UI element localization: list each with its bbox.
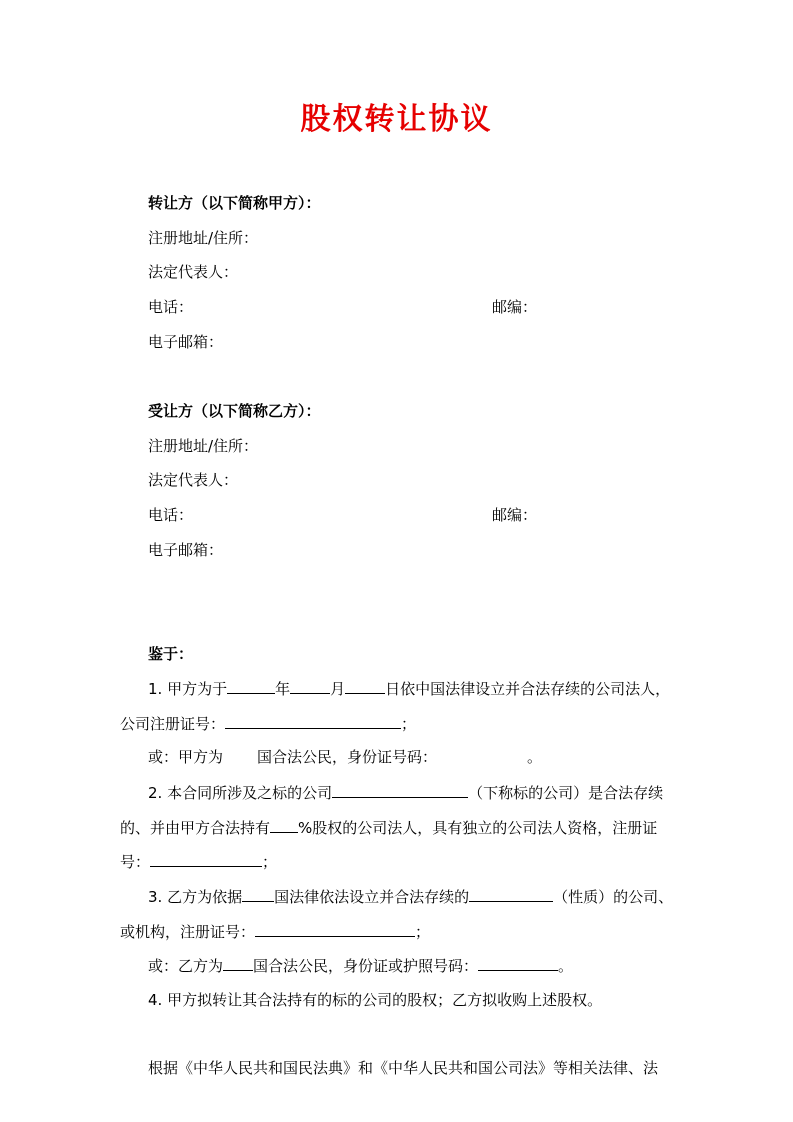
clause-3-line-1 [148,885,673,908]
target-registration-number-blank [150,850,262,867]
clause-3-text-a: 3. 乙方为依据 [148,888,243,906]
clause-2-line-3 [120,850,277,873]
party-a-rep-label: 法定代表人： [148,263,239,281]
clause-4: 4. 甲方拟转让其合法持有的标的公司的股权；乙方拟收购上述股权。 [148,991,603,1009]
clause-3-text-g: 国合法公民，身份证或护照号码： [253,957,479,975]
clause-2-text-a: 2. 本合同所涉及之标的公司 [148,784,333,802]
final-paragraph: 根据《中华人民共和国民法典》和《中华人民共和国公司法》等相关法律、法 [148,1059,659,1077]
equity-percent-blank [270,816,298,833]
party-a-heading: 转让方（以下简称甲方）： [148,194,321,212]
clause-2-line-2 [120,816,657,839]
clause-2-text-d: %股权的公司法人，具有独立的公司法人资格，注册证 [298,819,658,837]
party-b-registration-number-blank [255,920,415,937]
clause-3-text-d: 或机构，注册证号： [120,923,256,941]
party-b-postcode-label: 邮编： [492,506,538,524]
clause-1-line-2 [120,712,416,735]
id-passport-number-blank [478,954,558,971]
party-a-phone-label: 电话： [148,298,194,316]
party-a-postcode-label: 邮编： [492,298,538,316]
clause-2-text-e: 号： [120,853,151,871]
clause-1-text-d: 日依中国法律设立并合法存续的公司法人， [385,680,671,698]
clause-1-text-c: 月 [330,680,346,698]
clause-3-line-3 [148,954,573,977]
clause-2-text-c: 的、并由甲方合法持有 [120,819,271,837]
party-a-address-label: 注册地址/住所： [148,229,259,247]
clause-1-text-h: 国合法公民，身份证号码： [257,748,438,766]
target-company-blank [332,781,468,798]
clause-3-text-e: ； [415,923,431,941]
country-blank [242,885,274,902]
clause-1-text-g: 或：甲方为 [148,748,224,766]
clause-3-text-h: 。 [558,957,574,975]
day-blank [345,677,385,694]
clause-3-text-c: （性质）的公司、 [553,888,674,906]
party-a-email-label: 电子邮箱： [148,333,224,351]
nature-blank [469,885,553,902]
clause-1-text-b: 年 [275,680,291,698]
clause-1-text-e: 公司注册证号： [120,715,226,733]
month-blank [290,677,330,694]
nationality-blank [223,954,253,971]
clause-2-line-1 [148,781,663,804]
party-b-address-label: 注册地址/住所： [148,437,259,455]
clause-3-text-f: 或：乙方为 [148,957,224,975]
clause-3-line-2 [120,920,430,943]
clause-1-text-f: ； [401,715,417,733]
clause-1-text-i: 。 [527,748,543,766]
whereas-heading: 鉴于： [148,645,194,663]
document-title: 股权转让协议 [300,102,493,137]
clause-1-text-a: 1. 甲方为于 [148,680,228,698]
clause-2-text-b: （下称标的公司）是合法存续 [468,784,664,802]
party-b-heading: 受让方（以下简称乙方）： [148,402,321,420]
year-blank [227,677,275,694]
party-b-phone-label: 电话： [148,506,194,524]
party-a-registration-number-blank [225,712,401,729]
clause-1-line-1 [148,677,670,700]
party-b-rep-label: 法定代表人： [148,471,239,489]
party-b-email-label: 电子邮箱： [148,541,224,559]
clause-1-line-3 [148,746,542,768]
clause-3-text-b: 国法律依法设立并合法存续的 [274,888,470,906]
clause-2-text-f: ； [262,853,278,871]
